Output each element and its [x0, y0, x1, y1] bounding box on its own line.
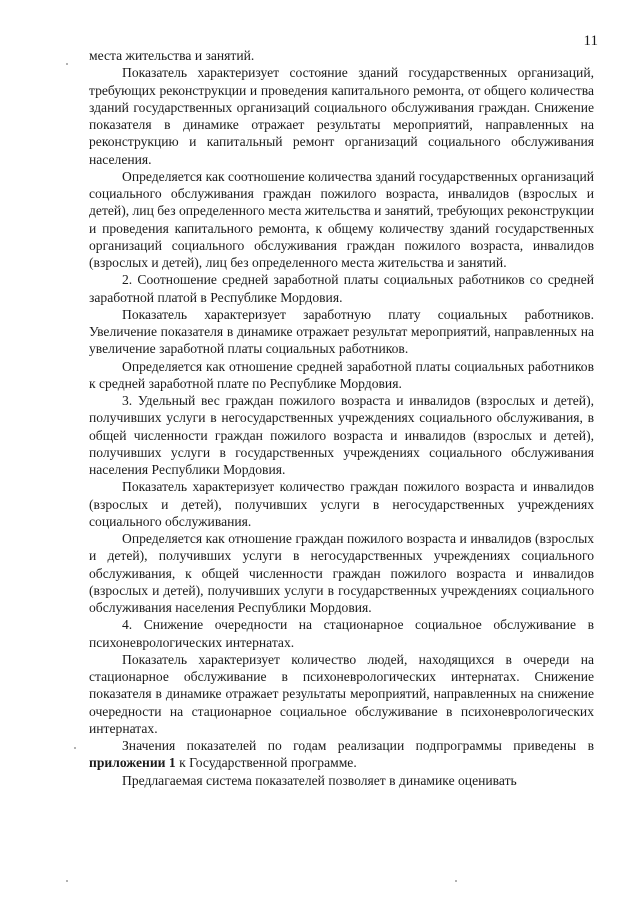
scan-speck — [66, 880, 68, 882]
document-body — [89, 47, 594, 789]
paragraph: Определяется как соотношение количества зданий государственных организаций социального обслуживания граждан пожилого возраста, инвалидов (взрослых и детей), лиц без определенного места жительства и занятий, требующих реконструкции и проведения капитального ремонта, к общему количеству зданий государственных организаций социального обслуживания граждан пожилого возраста, инвалидов (взрослых и детей), лиц без определенного места жительства и занятий. — [89, 168, 594, 270]
scan-speck — [74, 747, 76, 749]
indicator-heading: 4. Снижение очередности на стационарное социальное обслуживание в психоневрологических интернатах. — [89, 617, 594, 650]
paragraph: Показатель характеризует количество людей, находящихся в очереди на стационарное обслуживание в психоневрологических интернатах. Снижение показателя в динамике отражает результаты мероприятий, направленных на снижение очередности на стационарное социальное обслуживание в психоневрологических интернатах. — [89, 651, 594, 736]
appendix-reference-bold: приложении 1 — [89, 755, 176, 771]
paragraph-last: Предлагаемая система показателей позволяет в динамике оценивать — [122, 772, 517, 788]
indicator-heading: 3. Удельный вес граждан пожилого возраста и инвалидов (взрослых и детей), получивших услуги в негосударственных учреждениях социального обслуживания, в общей численности граждан пожилого возраста и инвалидов (взрослых и детей), получивших услуги в государственных учреждениях социального обслуживания населения Республики Мордовия. — [89, 393, 594, 477]
paragraph-continuation: места жительства и занятий. — [89, 48, 255, 63]
paragraph: Показатель характеризует состояние зданий государственных организаций, требующих реконструкции и проведения капитального ремонта, от общего количества зданий государственных организаций социального обслуживания граждан. Снижение показателя в динамике отражает результаты мероприятий, направленных на реконструкцию и капитальный ремонт организаций социального обслуживания населения. — [89, 65, 594, 167]
appendix-text-before: Значения показателей по годам реализации подпрограммы приведены в — [122, 738, 594, 753]
page-number: 11 — [583, 33, 598, 49]
appendix-reference-paragraph — [89, 737, 594, 772]
paragraph: Определяется как отношение средней заработной платы социальных работников к средней заработной плате по Республике Мордовия. — [89, 358, 594, 391]
paragraph: Показатель характеризует заработную плату социальных работников. Увеличение показателя в динамике отражает результат мероприятий, направленных на увеличение заработной платы социальных работников. — [89, 306, 594, 357]
appendix-text-after: к Государственной программе. — [175, 755, 357, 771]
scan-speck — [66, 63, 68, 65]
paragraph: Определяется как отношение граждан пожилого возраста и инвалидов (взрослых и детей), получивших услуги в негосударственных учреждениях социального обслуживания, к общей численности граждан пожилого возраста и инвалидов (взрослых и детей), получивших услуги в государственных учреждениях социального обслуживания населения Республики Мордовия. — [89, 531, 594, 615]
scan-speck — [455, 880, 457, 882]
paragraph: Показатель характеризует количество граждан пожилого возраста и инвалидов (взрослых и детей), получивших услуги в негосударственных учреждениях социального обслуживания. — [89, 479, 594, 529]
indicator-heading: 2. Соотношение средней заработной платы социальных работников со средней заработной платой в Республике Мордовия. — [89, 272, 594, 305]
